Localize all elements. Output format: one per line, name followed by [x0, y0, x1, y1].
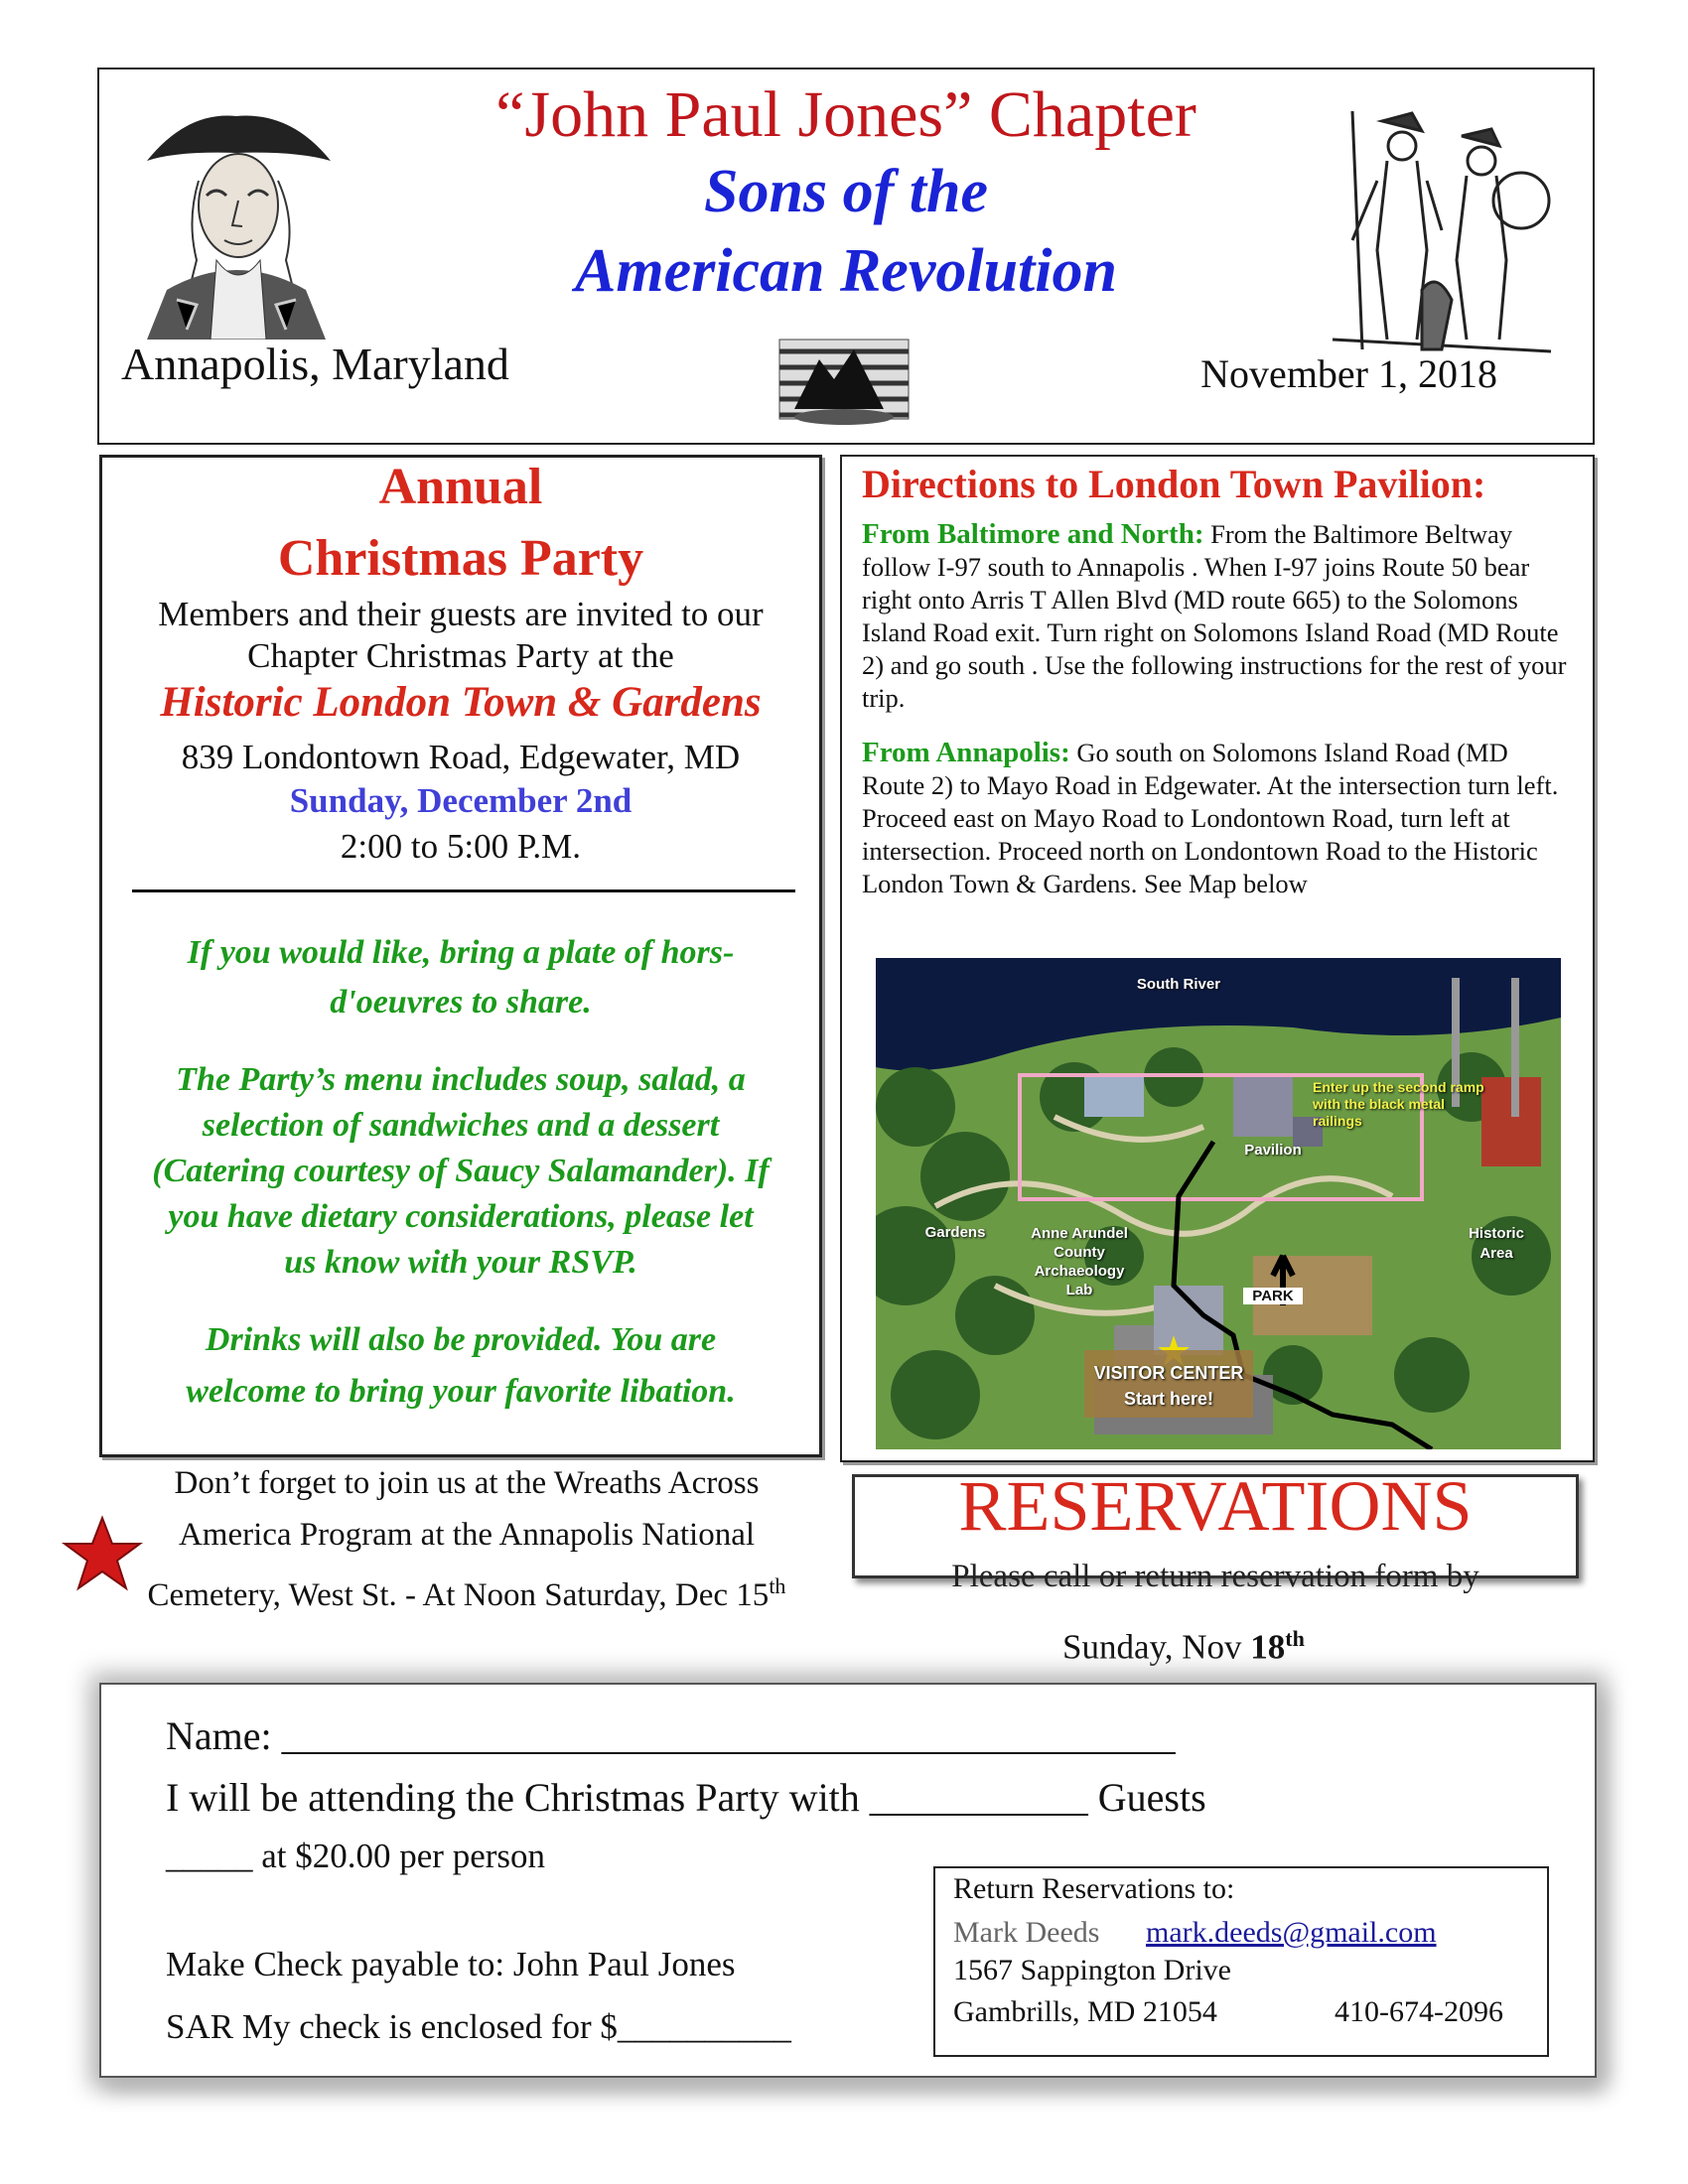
- name-field[interactable]: Name: _____________________________________________: [166, 1713, 1176, 1758]
- invite-line-2: Chapter Christmas Party at the: [247, 636, 674, 675]
- hors-doeuvres-note-line1: If you would like, bring a plate of hors-: [187, 934, 735, 971]
- london-town-map: [876, 958, 1561, 1449]
- contact-phone: 410-674-2096: [1335, 1995, 1503, 2028]
- christmas-party-section: [99, 455, 822, 1457]
- party-heading-title: Christmas Party: [277, 530, 644, 587]
- contact-name: Mark Deeds: [953, 1916, 1100, 1949]
- contact-email-link[interactable]: mark.deeds@gmail.com: [1146, 1916, 1437, 1949]
- map-label-historic-area: [1442, 1224, 1551, 1264]
- map-label-ramp-line1: Enter up the second ramp: [1313, 1079, 1484, 1095]
- newsletter-header: [97, 68, 1595, 445]
- directions-baltimore-lead: From Baltimore and North:: [862, 518, 1204, 550]
- menu-note-line2: selection of sandwiches and a dessert: [202, 1107, 720, 1144]
- reservations-title: RESERVATIONS: [958, 1466, 1473, 1546]
- deadline-day: 18: [1250, 1627, 1286, 1667]
- emblem-icon: [774, 330, 914, 429]
- return-address-box: [933, 1866, 1549, 2057]
- map-label-visitor-center: [1089, 1360, 1248, 1412]
- party-day: Sunday, December 2nd: [289, 781, 633, 820]
- map-label-visitor-line2: Start here!: [1123, 1389, 1214, 1409]
- org-name-line1: Sons of the: [704, 158, 988, 225]
- menu-note-line1: The Party’s menu includes soup, salad, a: [176, 1061, 746, 1098]
- issue-date: November 1, 2018: [1200, 351, 1497, 396]
- map-label-park: PARK: [1243, 1288, 1303, 1304]
- party-time: 2:00 to 5:00 P.M.: [340, 827, 582, 866]
- revolutionary-soldiers-illustration: [1323, 91, 1561, 359]
- map-label-archaeology-lab: [1015, 1224, 1144, 1299]
- hors-doeuvres-note-line2: d'oeuvres to share.: [330, 984, 592, 1021]
- menu-note-line5: us know with your RSVP.: [284, 1244, 637, 1281]
- return-heading: Return Reservations to:: [953, 1872, 1235, 1905]
- directions-from-baltimore: [862, 518, 1577, 715]
- divider: [132, 889, 795, 892]
- check-amount-field[interactable]: SAR My check is enclosed for $__________: [166, 2007, 791, 2046]
- drinks-note-line1: Drinks will also be provided. You are: [205, 1321, 717, 1358]
- venue-name: Historic London Town & Gardens: [160, 679, 762, 726]
- map-label-visitor-line1: VISITOR CENTER: [1093, 1363, 1244, 1383]
- venue-address: 839 Londontown Road, Edgewater, MD: [181, 738, 741, 776]
- guests-field[interactable]: I will be attending the Christmas Party with ___________ Guests: [166, 1775, 1206, 1820]
- map-label-archaeology-line4: Lab: [1065, 1282, 1093, 1298]
- map-label-archaeology-line1: Anne Arundel: [1031, 1225, 1128, 1242]
- wreaths-line3-text: Cemetery, West St. - At Noon Saturday, Dec 15: [147, 1577, 770, 1613]
- map-label-ramp-note: [1313, 1079, 1501, 1130]
- menu-note-line3: (Catering courtesy of Saucy Salamander). If: [152, 1153, 770, 1189]
- chapter-title: “John Paul Jones” Chapter: [495, 78, 1196, 151]
- directions-annapolis-text: Go south on Solomons Island Road (MD Route 2) to Mayo Road in Edgewater. At the intersection turn left. Proceed east on Mayo Road to Londontown Road, turn left at intersection. Proceed north on Londontown Road to the Historic London Town & Gardens. See Map below: [862, 738, 1559, 898]
- menu-note-line4: you have dietary considerations, please let: [168, 1198, 754, 1235]
- drinks-note-line2: welcome to bring your favorite libation.: [186, 1373, 736, 1410]
- party-heading-annual: Annual: [378, 459, 543, 515]
- map-label-historic-line2: Area: [1479, 1245, 1513, 1262]
- check-payable-line: Make Check payable to: John Paul Jones: [166, 1945, 736, 1983]
- contact-city: Gambrills, MD 21054: [953, 1995, 1217, 2028]
- deadline-suffix: th: [1285, 1626, 1305, 1651]
- map-label-archaeology-line3: Archaeology: [1034, 1263, 1125, 1280]
- map-label-south-river: South River: [1136, 976, 1221, 993]
- contact-street: 1567 Sappington Drive: [953, 1954, 1231, 1986]
- directions-title: Directions to London Town Pavilion:: [862, 462, 1486, 506]
- wreaths-line1: Don’t forget to join us at the Wreaths Across: [174, 1465, 760, 1501]
- wreaths-across-america-note: [109, 1457, 824, 1621]
- wreaths-line3: [109, 1561, 824, 1621]
- location: Annapolis, Maryland: [121, 339, 509, 389]
- reservations-note: Please call or return reservation form by: [951, 1559, 1479, 1594]
- org-name-line2: American Revolution: [575, 237, 1117, 305]
- map-label-pavilion: Pavilion: [1244, 1142, 1302, 1159]
- wreaths-line3-suffix: th: [769, 1573, 786, 1598]
- map-label-historic-line1: Historic: [1469, 1225, 1524, 1242]
- directions-from-annapolis: [862, 737, 1577, 900]
- map-label-ramp-line2: with the black metal: [1313, 1096, 1446, 1112]
- invite-line-1: Members and their guests are invited to our: [158, 595, 764, 633]
- directions-baltimore-text: From the Baltimore Beltway follow I-97 south to Annapolis . When I-97 joins Route 50 bear right onto Arris T Allen Blvd (MD route 665) to the Solomons Island Road exit. Turn right on Solomons Island Road (MD Route 2) and go south . Use the following instructions for the rest of your trip.: [862, 519, 1567, 713]
- map-label-ramp-line3: railings: [1313, 1113, 1362, 1129]
- wreaths-line2: America Program at the Annapolis National: [178, 1517, 756, 1553]
- price-count-field[interactable]: _____ at $20.00 per person: [166, 1837, 546, 1875]
- reservations-deadline: [1062, 1626, 1305, 1668]
- map-label-gardens: Gardens: [924, 1224, 986, 1241]
- deadline-prefix: Sunday, Nov: [1062, 1627, 1251, 1667]
- directions-annapolis-lead: From Annapolis:: [862, 737, 1070, 768]
- map-label-archaeology-line2: County: [1054, 1244, 1105, 1261]
